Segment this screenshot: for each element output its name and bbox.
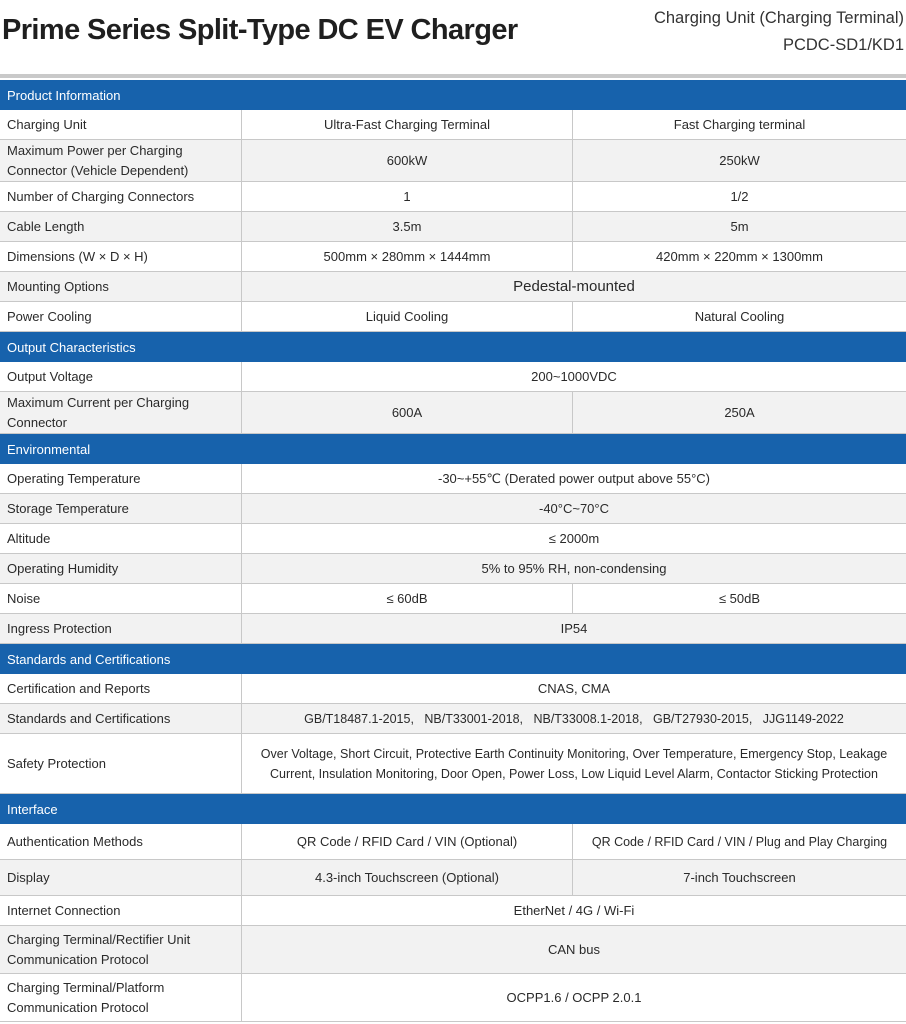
row-max-current bbox=[0, 392, 906, 434]
section-environmental: Environmental bbox=[0, 434, 906, 464]
cell-shared: CNAS, CMA bbox=[537, 680, 611, 696]
row-rectifier-protocol bbox=[0, 926, 906, 974]
row-label: Ingress Protection bbox=[0, 614, 242, 643]
row-ingress-protection bbox=[0, 614, 906, 644]
row-label: Cable Length bbox=[0, 212, 242, 241]
cell-shared: GB/T18487.1-2015, NB/T33001-2018, NB/T33008.1-2018, GB/T27930-2015, JJG1149-2022 bbox=[304, 711, 844, 726]
cell-fast: 7-inch Touchscreen bbox=[683, 869, 796, 885]
row-charging-unit bbox=[0, 110, 906, 140]
row-label: Charging Terminal/Rectifier Unit Communication Protocol bbox=[0, 926, 242, 973]
row-label: Output Voltage bbox=[0, 362, 242, 391]
row-operating-temperature bbox=[0, 464, 906, 494]
row-label: Display bbox=[0, 860, 242, 895]
cell-ultra-fast: Ultra-Fast Charging Terminal bbox=[242, 110, 573, 139]
cell-ultra-fast: 600kW bbox=[242, 140, 573, 181]
row-label: Internet Connection bbox=[0, 896, 242, 925]
row-label: Noise bbox=[0, 584, 242, 613]
row-storage-temperature bbox=[0, 494, 906, 524]
cell-shared: Pedestal-mounted bbox=[513, 277, 635, 295]
row-authentication bbox=[0, 824, 906, 860]
cell-fast: 1/2 bbox=[730, 188, 749, 204]
document-title: Prime Series Split-Type DC EV Charger bbox=[2, 14, 518, 46]
row-display bbox=[0, 860, 906, 896]
cell-shared: -30~+55℃ (Derated power output above 55°C) bbox=[437, 470, 711, 486]
subtitle-unit: Charging Unit (Charging Terminal) bbox=[653, 9, 904, 27]
header-divider bbox=[0, 74, 906, 78]
subtitle-model: PCDC-SD1/KD1 bbox=[782, 36, 904, 54]
row-safety-protection bbox=[0, 734, 906, 794]
row-label: Altitude bbox=[0, 524, 242, 553]
row-power-cooling bbox=[0, 302, 906, 332]
section-product-information: Product Information bbox=[0, 80, 906, 110]
row-label: Standards and Certifications bbox=[0, 704, 242, 733]
row-dimensions bbox=[0, 242, 906, 272]
cell-ultra-fast: QR Code / RFID Card / VIN (Optional) bbox=[242, 824, 573, 859]
row-label: Dimensions (W × D × H) bbox=[0, 242, 242, 271]
cell-fast: QR Code / RFID Card / VIN / Plug and Play Charging bbox=[591, 834, 888, 849]
cell-shared: CAN bus bbox=[547, 941, 601, 957]
section-interface: Interface bbox=[0, 794, 906, 824]
row-label: Authentication Methods bbox=[0, 824, 242, 859]
row-label: Operating Temperature bbox=[0, 464, 242, 493]
cell-fast: ≤ 50dB bbox=[718, 590, 761, 606]
row-label: Power Cooling bbox=[0, 302, 242, 331]
cell-ultra-fast: 500mm × 280mm × 1444mm bbox=[242, 242, 573, 271]
row-standards bbox=[0, 704, 906, 734]
row-mounting bbox=[0, 272, 906, 302]
cell-fast: 420mm × 220mm × 1300mm bbox=[656, 248, 823, 264]
section-standards-certifications: Standards and Certifications bbox=[0, 644, 906, 674]
cell-ultra-fast: 3.5m bbox=[242, 212, 573, 241]
cell-shared: ≤ 2000m bbox=[548, 530, 600, 546]
cell-ultra-fast: ≤ 60dB bbox=[242, 584, 573, 613]
row-cable-length bbox=[0, 212, 906, 242]
row-label: Mounting Options bbox=[0, 272, 242, 301]
row-connectors bbox=[0, 182, 906, 212]
cell-fast: 250A bbox=[724, 404, 755, 420]
row-label: Maximum Current per Charging Connector bbox=[0, 392, 242, 433]
document-subtitle bbox=[654, 5, 904, 59]
row-platform-protocol bbox=[0, 974, 906, 1022]
cell-ultra-fast: 600A bbox=[242, 392, 573, 433]
row-output-voltage bbox=[0, 362, 906, 392]
section-output-characteristics: Output Characteristics bbox=[0, 332, 906, 362]
row-max-power bbox=[0, 140, 906, 182]
spec-table bbox=[0, 80, 906, 1022]
row-label: Number of Charging Connectors bbox=[0, 182, 242, 211]
cell-fast: 5m bbox=[730, 218, 749, 234]
cell-ultra-fast: Liquid Cooling bbox=[242, 302, 573, 331]
row-label: Certification and Reports bbox=[0, 674, 242, 703]
row-label: Charging Terminal/Platform Communication Protocol bbox=[0, 974, 242, 1021]
cell-fast: 250kW bbox=[719, 152, 760, 168]
cell-fast: Fast Charging terminal bbox=[673, 116, 806, 132]
cell-shared: 5% to 95% RH, non-condensing bbox=[481, 560, 667, 576]
row-noise bbox=[0, 584, 906, 614]
cell-fast: Natural Cooling bbox=[694, 308, 785, 324]
row-label: Safety Protection bbox=[0, 734, 242, 793]
cell-ultra-fast: 4.3-inch Touchscreen (Optional) bbox=[242, 860, 573, 895]
row-label: Operating Humidity bbox=[0, 554, 242, 583]
cell-ultra-fast: 1 bbox=[242, 182, 573, 211]
cell-shared: EtherNet / 4G / Wi-Fi bbox=[513, 902, 635, 918]
cell-shared: -40°C~70°C bbox=[538, 500, 609, 516]
row-certification-reports bbox=[0, 674, 906, 704]
cell-shared: 200~1000VDC bbox=[531, 368, 617, 384]
row-label: Storage Temperature bbox=[0, 494, 242, 523]
cell-shared: IP54 bbox=[560, 620, 588, 636]
row-humidity bbox=[0, 554, 906, 584]
cell-shared: OCPP1.6 / OCPP 2.0.1 bbox=[506, 989, 642, 1005]
row-internet bbox=[0, 896, 906, 926]
row-altitude bbox=[0, 524, 906, 554]
cell-shared: Over Voltage, Short Circuit, Protective Earth Continuity Monitoring, Over Temperature, Emergency Stop, Leakage Current, Insulation Monitoring, Door Open, Power Loss, Low Liquid Level Alarm, Contactor Sticking Protection bbox=[260, 746, 888, 781]
document-header bbox=[0, 0, 906, 78]
row-label: Charging Unit bbox=[0, 110, 242, 139]
row-label: Maximum Power per Charging Connector (Vehicle Dependent) bbox=[0, 140, 242, 181]
